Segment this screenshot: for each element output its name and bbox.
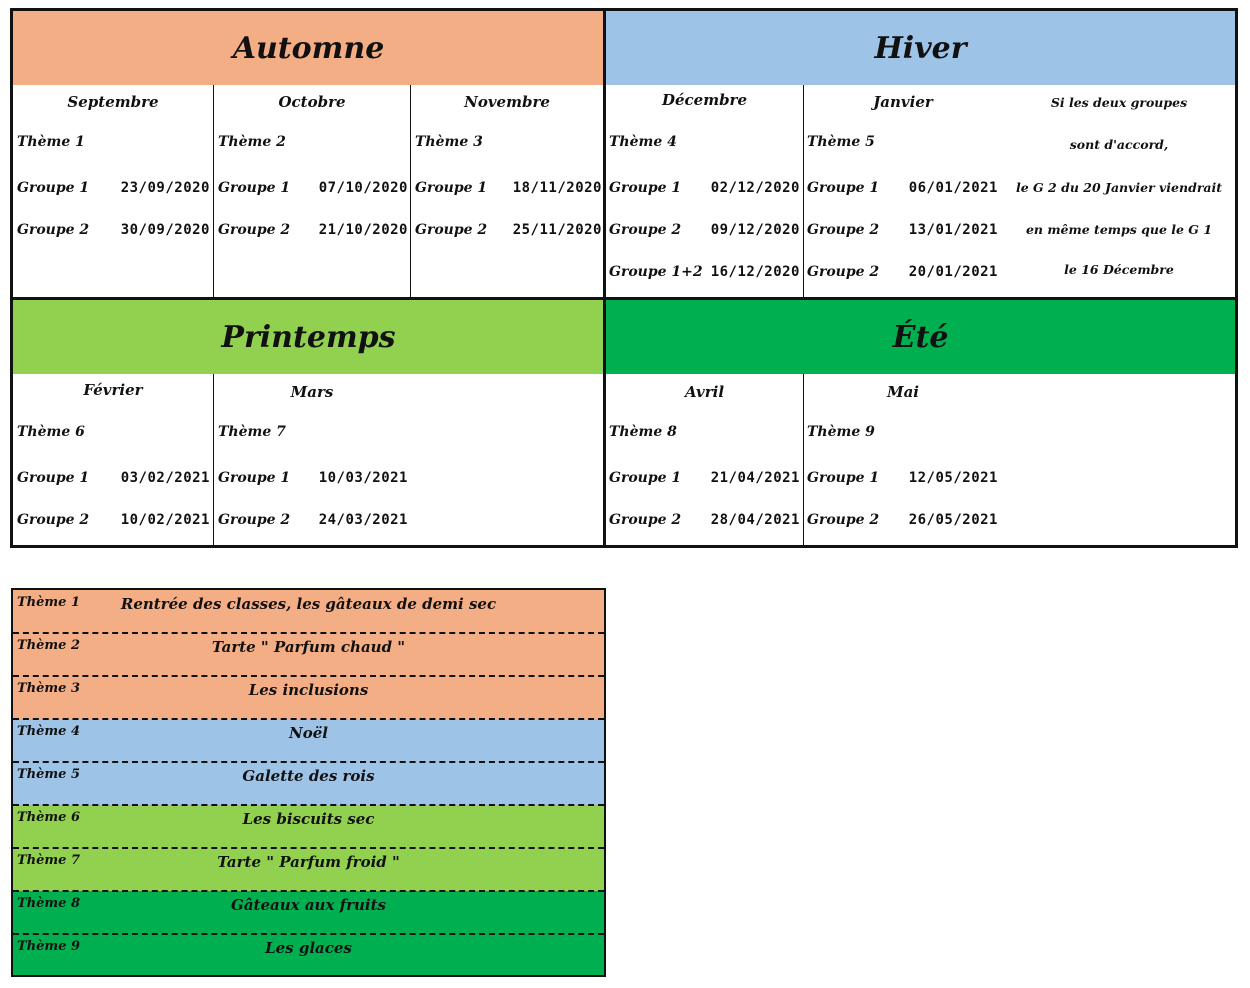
legend-row [13,590,604,633]
group-label: Groupe 2 [609,222,682,238]
legend-row [13,848,604,891]
season-title-automne: Automne [232,30,385,66]
legend-divider [13,933,604,935]
season-title-ete: Été [892,319,949,355]
month-novembre: Novembre [464,93,550,111]
legend-row [13,762,604,805]
group-date: 12/05/2021 [908,470,998,486]
legend-theme-num: Thème 2 [17,638,80,653]
theme-label: Thème 8 [609,424,677,440]
group-label: Groupe 2 [17,222,90,238]
group-date: 09/12/2020 [710,222,800,238]
season-band-hiver [606,11,1235,85]
col-divider [213,85,214,297]
legend-theme-title: Noël [289,724,328,742]
legend-theme-title: Les inclusions [248,681,369,699]
group-label: Groupe 2 [218,222,291,238]
season-title-hiver: Hiver [874,30,967,66]
row-divider [10,297,1238,300]
legend-divider [13,847,604,849]
legend-divider [13,675,604,677]
group-date: 30/09/2020 [120,222,210,238]
legend-theme-num: Thème 9 [17,939,80,954]
month-mars: Mars [290,383,334,401]
group-label: Groupe 1+2 [609,264,703,280]
legend-row [13,633,604,676]
group-date: 25/11/2020 [512,222,602,238]
legend-theme-num: Thème 8 [17,896,80,911]
month-octobre: Octobre [278,93,346,111]
group-label: Groupe 2 [807,512,880,528]
legend-theme-title: Tarte " Parfum froid " [217,853,400,871]
legend-theme-num: Thème 7 [17,853,80,868]
half-divider-top [603,8,606,300]
group-label: Groupe 2 [807,264,880,280]
season-band-printemps [13,300,604,374]
group-date: 21/04/2021 [710,470,800,486]
legend-theme-title: Rentrée des classes, les gâteaux de demi sec [120,595,497,613]
group-date: 23/09/2020 [120,180,210,196]
legend-row [13,805,604,848]
group-label: Groupe 1 [609,470,682,486]
group-label: Groupe 2 [218,512,291,528]
month-fevrier: Février [83,381,143,399]
legend-theme-num: Thème 5 [17,767,80,782]
note-line: sont d'accord, [1069,137,1169,152]
legend-theme-num: Thème 3 [17,681,80,696]
theme-label: Thème 1 [17,134,85,150]
group-label: Groupe 1 [807,180,880,196]
legend-row [13,934,604,977]
month-avril: Avril [684,383,725,401]
month-septembre: Septembre [67,93,159,111]
legend-divider [13,632,604,634]
season-band-ete [606,300,1235,374]
col-divider [803,85,804,297]
month-janvier: Janvier [873,93,933,111]
legend-theme-title: Tarte " Parfum chaud " [211,638,406,656]
legend-divider [13,718,604,720]
legend-row [13,891,604,934]
legend-theme-title: Gâteaux aux fruits [231,896,386,914]
legend-theme-title: Les glaces [265,939,352,957]
season-band-automne [13,11,604,85]
group-label: Groupe 2 [807,222,880,238]
group-label: Groupe 1 [218,470,291,486]
group-label: Groupe 1 [807,470,880,486]
group-label: Groupe 1 [609,180,682,196]
group-date: 24/03/2021 [318,512,408,528]
group-date: 18/11/2020 [512,180,602,196]
theme-label: Thème 4 [609,134,677,150]
theme-label: Thème 9 [807,424,875,440]
group-label: Groupe 1 [218,180,291,196]
note-line: le 16 Décembre [1064,262,1174,277]
theme-label: Thème 7 [218,424,286,440]
group-date: 13/01/2021 [908,222,998,238]
group-date: 07/10/2020 [318,180,408,196]
group-date: 10/02/2021 [120,512,210,528]
group-label: Groupe 1 [17,470,90,486]
note-line: en même temps que le G 1 [1025,222,1213,237]
legend-divider [13,890,604,892]
legend-theme-title: Les biscuits sec [242,810,375,828]
group-date: 02/12/2020 [710,180,800,196]
theme-label: Thème 6 [17,424,85,440]
month-decembre: Décembre [661,91,748,109]
half-divider-bottom [603,297,606,548]
group-date: 21/10/2020 [318,222,408,238]
group-label: Groupe 2 [17,512,90,528]
group-label: Groupe 2 [415,222,488,238]
group-label: Groupe 1 [415,180,488,196]
legend-theme-num: Thème 6 [17,810,80,825]
group-date: 10/03/2021 [318,470,408,486]
legend-row [13,719,604,762]
theme-legend [11,588,606,977]
theme-label: Thème 3 [415,134,483,150]
col-divider [410,85,411,297]
group-label: Groupe 2 [609,512,682,528]
legend-theme-num: Thème 1 [17,595,80,610]
group-date: 28/04/2021 [710,512,800,528]
group-date: 16/12/2020 [710,264,800,280]
note-line: le G 2 du 20 Janvier viendrait [1015,180,1223,195]
legend-divider [13,761,604,763]
legend-row [13,676,604,719]
legend-divider [13,804,604,806]
group-label: Groupe 1 [17,180,90,196]
theme-label: Thème 5 [807,134,875,150]
month-mai: Mai [886,383,920,401]
note-line: Si les deux groupes [1050,95,1188,110]
legend-theme-num: Thème 4 [17,724,80,739]
group-date: 06/01/2021 [908,180,998,196]
season-title-printemps: Printemps [221,319,396,355]
group-date: 03/02/2021 [120,470,210,486]
legend-theme-title: Galette des rois [242,767,375,785]
group-date: 26/05/2021 [908,512,998,528]
group-date: 20/01/2021 [908,264,998,280]
theme-label: Thème 2 [218,134,286,150]
